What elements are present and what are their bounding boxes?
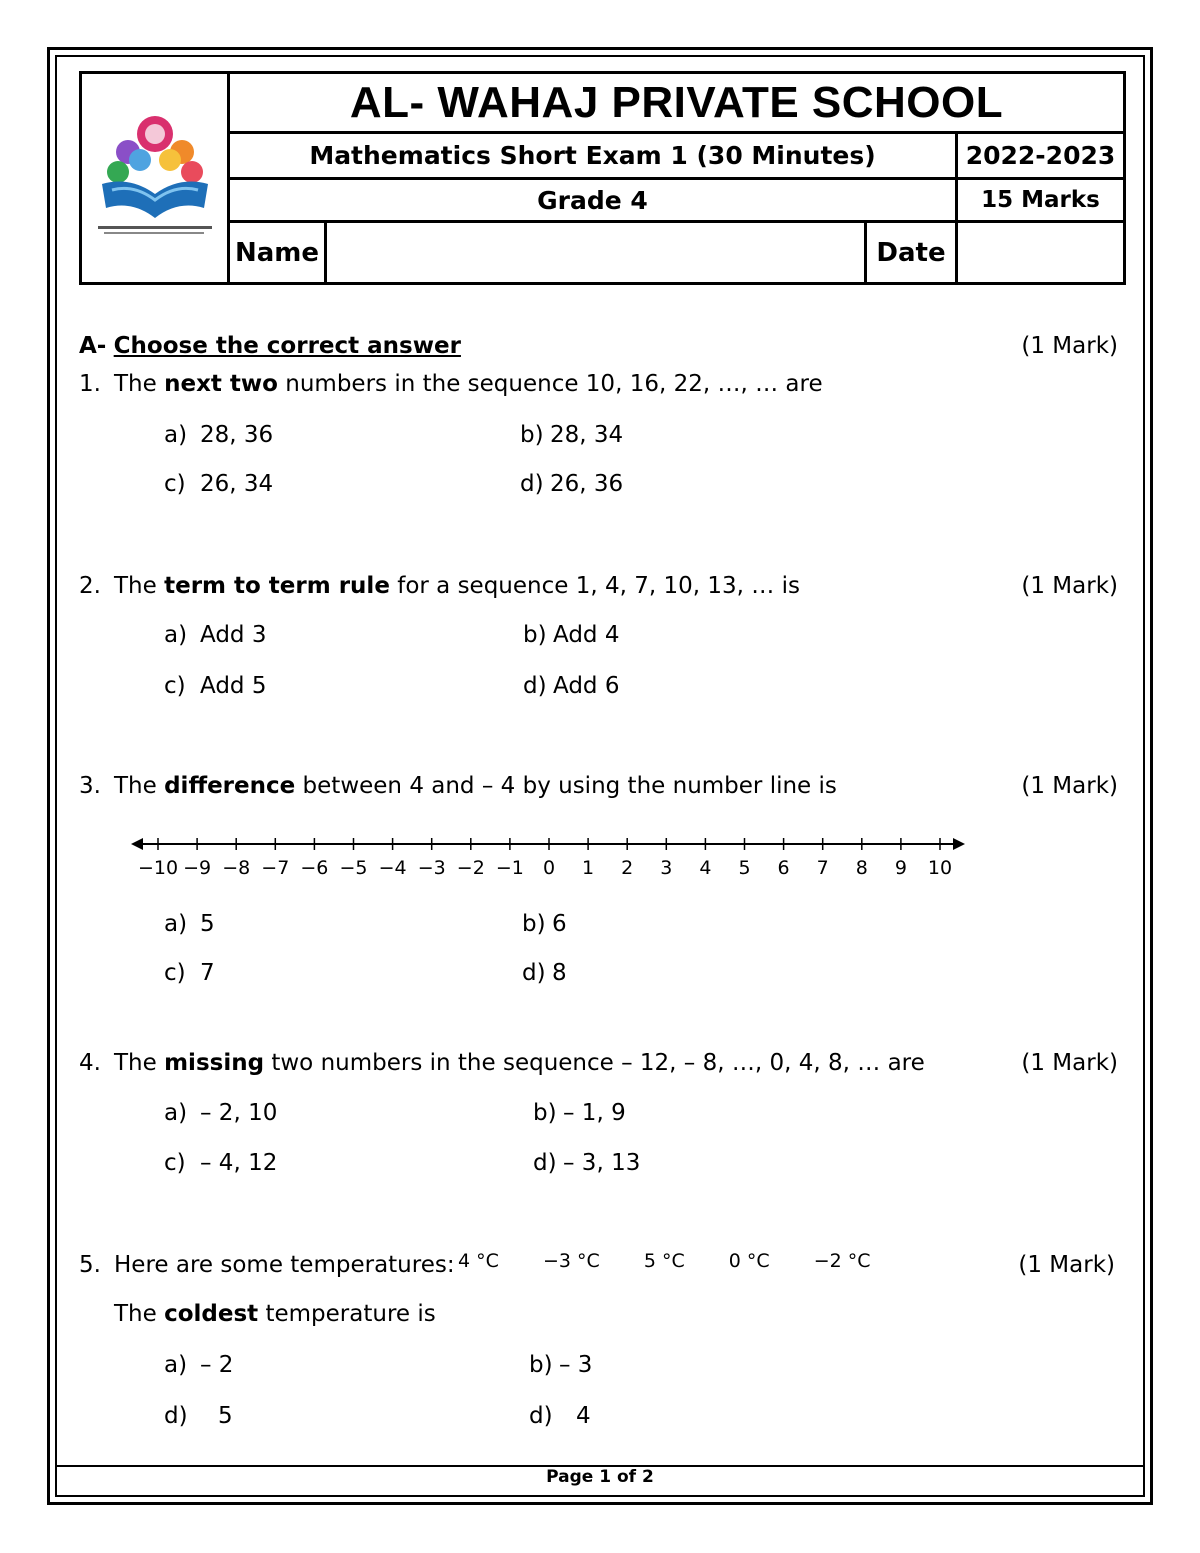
option-letter: a) <box>164 1352 188 1378</box>
option-letter: c) <box>164 471 186 497</box>
number-line-label: 2 <box>621 857 634 879</box>
date-label: Date <box>876 237 946 268</box>
section-a-heading <box>79 333 1119 359</box>
number-line-label: 0 <box>542 857 556 879</box>
option-5d[interactable] <box>529 1403 591 1429</box>
number-line-label: −3 <box>417 857 446 879</box>
option-text: Add 6 <box>553 673 620 699</box>
question-5-mark: (1 Mark) <box>1018 1252 1115 1278</box>
option-letter: a) <box>164 422 188 448</box>
option-text: 26, 36 <box>550 471 624 497</box>
option-2a[interactable] <box>164 622 266 648</box>
option-text: 6 <box>552 911 567 937</box>
temperature-value: 5 °C <box>643 1250 685 1272</box>
question-emphasis: next two <box>164 371 278 397</box>
question-text: The <box>114 773 165 799</box>
number-line-label: 4 <box>699 857 712 879</box>
number-line-label: −9 <box>183 857 212 879</box>
option-letter: d) <box>522 960 546 986</box>
option-4c[interactable] <box>164 1150 277 1176</box>
option-4a[interactable] <box>164 1100 277 1126</box>
grade-label: Grade 4 <box>537 185 648 215</box>
option-text: 5 <box>218 1403 233 1429</box>
number-line-label: 9 <box>894 857 907 879</box>
question-4 <box>79 1050 925 1076</box>
option-1a[interactable] <box>164 422 273 448</box>
option-text: – 3 <box>559 1352 593 1378</box>
option-4b[interactable] <box>533 1100 626 1126</box>
number-line-label: −1 <box>495 857 524 879</box>
option-letter: a) <box>164 622 188 648</box>
option-letter: c) <box>164 960 186 986</box>
exam-title: Mathematics Short Exam 1 (30 Minutes) <box>309 141 876 170</box>
question-text: for a sequence 1, 4, 7, 10, 13, … is <box>389 573 800 599</box>
option-letter: b) <box>520 422 544 448</box>
option-letter: a) <box>164 1100 188 1126</box>
option-text: – 3, 13 <box>563 1150 641 1176</box>
name-label: Name <box>234 237 320 268</box>
option-3b[interactable] <box>522 911 567 937</box>
option-text: 28, 36 <box>200 422 274 448</box>
question-text: numbers in the sequence 10, 16, 22, …, … are <box>277 371 823 397</box>
number-line <box>125 830 970 885</box>
number-line-label: 3 <box>660 857 673 879</box>
question-number: 5. <box>79 1252 101 1278</box>
name-field[interactable] <box>327 223 864 282</box>
number-line-label: 5 <box>738 857 751 879</box>
section-prefix: A- <box>79 333 107 359</box>
number-line-label: −5 <box>339 857 368 879</box>
option-text: Add 5 <box>200 673 267 699</box>
question-number: 4. <box>79 1050 101 1076</box>
number-line-label: −10 <box>137 857 179 879</box>
question-1 <box>79 371 823 397</box>
question-emphasis: missing <box>164 1050 265 1076</box>
option-text: – 4, 12 <box>200 1150 278 1176</box>
option-text: – 2, 10 <box>200 1100 278 1126</box>
number-line-label: 6 <box>777 857 790 879</box>
question-5 <box>79 1252 455 1278</box>
number-line-label: 10 <box>927 857 953 879</box>
question-text: The <box>114 1301 165 1327</box>
number-line-label: −8 <box>222 857 251 879</box>
option-text: 26, 34 <box>200 471 274 497</box>
option-5b[interactable] <box>529 1352 592 1378</box>
temperature-list <box>458 1250 909 1272</box>
option-text: Add 4 <box>553 622 620 648</box>
option-2b[interactable] <box>523 622 619 648</box>
option-letter: d) <box>520 471 544 497</box>
option-letter: d) <box>164 1403 188 1429</box>
option-3d[interactable] <box>522 960 567 986</box>
temperature-value: −2 °C <box>813 1250 871 1272</box>
school-logo-icon <box>90 112 220 242</box>
number-line-label: 1 <box>582 857 595 879</box>
option-2c[interactable] <box>164 673 266 699</box>
option-letter: b) <box>522 911 546 937</box>
question-4-mark: (1 Mark) <box>1021 1050 1118 1076</box>
total-marks: 15 Marks <box>981 187 1100 213</box>
option-text: 4 <box>576 1403 591 1429</box>
option-letter: c) <box>164 673 186 699</box>
question-number: 3. <box>79 773 101 799</box>
option-letter: d) <box>533 1150 557 1176</box>
option-1b[interactable] <box>520 422 623 448</box>
option-1d[interactable] <box>520 471 623 497</box>
section-mark: (1 Mark) <box>1021 333 1118 359</box>
option-letter: c) <box>164 1150 186 1176</box>
date-field[interactable] <box>958 223 1123 282</box>
option-letter: d) <box>529 1403 553 1429</box>
option-2d[interactable] <box>523 673 619 699</box>
option-3a[interactable] <box>164 911 215 937</box>
question-text: two numbers in the sequence – 12, – 8, …, 0, 4, 8, … are <box>264 1050 925 1076</box>
question-5-line-2 <box>114 1301 436 1327</box>
temperature-value: −3 °C <box>542 1250 600 1272</box>
option-text: – 1, 9 <box>563 1100 626 1126</box>
header-table <box>79 71 1126 285</box>
option-text: 7 <box>200 960 215 986</box>
number-line-label: 8 <box>855 857 868 879</box>
number-line-label: −6 <box>300 857 329 879</box>
temperature-value: 4 °C <box>458 1250 499 1272</box>
section-title: Choose the correct answer <box>113 333 461 359</box>
question-2-mark: (1 Mark) <box>1021 573 1118 599</box>
number-line-label: −7 <box>261 857 290 879</box>
option-letter: a) <box>164 911 188 937</box>
option-text: Add 3 <box>200 622 267 648</box>
question-2 <box>79 573 800 599</box>
question-text: The <box>114 573 165 599</box>
question-text: The <box>114 371 165 397</box>
option-letter: b) <box>523 622 547 648</box>
school-name: AL- WAHAJ PRIVATE SCHOOL <box>349 77 1004 127</box>
question-text: The <box>114 1050 165 1076</box>
question-3 <box>79 773 837 799</box>
question-text: between 4 and – 4 by using the number line is <box>295 773 837 799</box>
page-number: Page 1 of 2 <box>546 1467 654 1487</box>
question-number: 2. <box>79 573 101 599</box>
option-5a[interactable] <box>164 1352 233 1378</box>
option-letter: b) <box>533 1100 557 1126</box>
number-line-label: −4 <box>378 857 407 879</box>
temperature-value: 0 °C <box>728 1250 770 1272</box>
question-number: 1. <box>79 371 101 397</box>
question-emphasis: difference <box>164 773 296 799</box>
question-text: temperature is <box>258 1301 436 1327</box>
option-4d[interactable] <box>533 1150 640 1176</box>
option-letter: d) <box>523 673 547 699</box>
option-text: 28, 34 <box>550 422 624 448</box>
option-letter: b) <box>529 1352 553 1378</box>
question-emphasis: coldest <box>164 1301 259 1327</box>
academic-year: 2022-2023 <box>965 141 1116 170</box>
question-emphasis: term to term rule <box>164 573 390 599</box>
option-3c[interactable] <box>164 960 215 986</box>
option-text: 5 <box>200 911 215 937</box>
option-text: – 2 <box>200 1352 234 1378</box>
number-line-label: −2 <box>456 857 485 879</box>
option-1c[interactable] <box>164 471 273 497</box>
question-3-mark: (1 Mark) <box>1021 773 1118 799</box>
question-text: Here are some temperatures: <box>114 1252 455 1278</box>
number-line-label: 7 <box>816 857 829 879</box>
option-5c[interactable] <box>164 1403 233 1429</box>
option-text: 8 <box>552 960 567 986</box>
